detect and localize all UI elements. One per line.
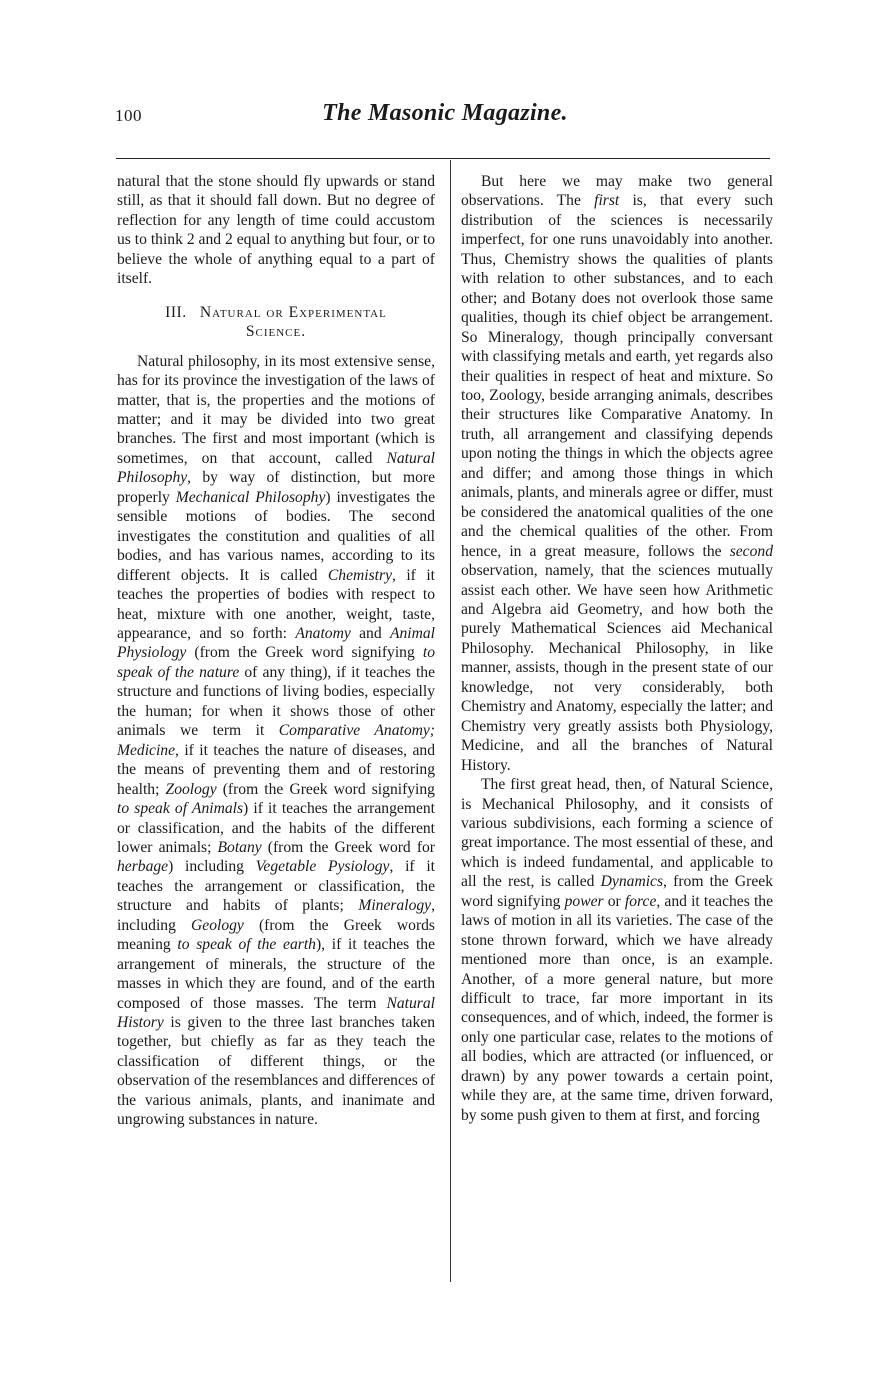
- italic-term: Mechanical Philosophy: [175, 488, 326, 506]
- page-number: 100: [115, 106, 142, 125]
- italic-term: Mineralogy: [358, 897, 432, 915]
- column-divider: [450, 160, 451, 1282]
- paragraph-general-observations: But here we may make two general observations. The first is, that every such distribution of the sciences is necessarily imperfect, for one runs unavoidably into another. Thus, Chemistry shows the qualities of plants with relation to other substances, and to each other; and Botany does not overlook those same qualities, though its chief object be arrangement. So Mineralogy, though principally conversant with classifying metals and earth, yet regards also their qualities in respect of heat and mixture. So too, Zoology, beside arranging animals, describes their structures like Comparative Anatomy. In truth, all arrangement and classifying depends upon noting the things in which the objects agree and differ; and among those things in which animals, plants, and minerals agree or differ, must be considered the anatomical qualities of the one and the chemical qualities of the other. From hence, in a great measure, follows the second observation, namely, that the sciences mutually assist each other. We have seen how Arithmetic and Algebra aid Geometry, and how both the purely Mathematical Sciences aid Mechanical Philosophy. Mechanical Philosophy, in like manner, assists, though in the present state of our knowledge, not very considerably, both Chemistry and Anatomy, especially the latter; and Chemistry very greatly assists both Physiology, Medicine, and all the branches of Natural History.: [461, 173, 773, 774]
- left-column: [117, 172, 435, 1130]
- magazine-title: The Masonic Magazine.: [322, 100, 568, 126]
- italic-term: to speak of Animals: [117, 800, 244, 818]
- paragraph-mechanical-philosophy: The first great head, then, of Natural Science, is Mechanical Philosophy, and it consists of various subdivisions, each forming a science of great importance. The most essential of these, and which is indeed fundamental, and applicable to all the rest, is called Dynamics, from the Greek word signifying power or force, and it teaches the laws of motion in all its varieties. The case of the stone thrown forward, which we have already mentioned more than once, is an example. Another, of a more general nature, but more difficult to trace, far more important in its consequences, and of which, indeed, the former is only one particular case, relates to the motions of all bodies, which are attracted (or influenced, or drawn) by any power towards a certain point, while they are, at the same time, driven forward, by some push given to them at first, and forcing: [461, 776, 774, 1124]
- italic-term: power: [564, 892, 604, 910]
- italic-term: Vegetable Pysiology: [255, 858, 390, 876]
- italic-term: Zoology: [165, 780, 217, 798]
- right-column: [461, 172, 773, 1125]
- italic-term: Dynamics: [600, 873, 664, 891]
- italic-term: Anatomy: [295, 624, 351, 642]
- italic-term: second: [729, 542, 773, 560]
- page-header: [115, 100, 775, 140]
- italic-term: to speak of the nature: [117, 644, 435, 681]
- italic-term: Animal Physiology: [117, 624, 435, 662]
- section-title-line2: Science.: [245, 323, 307, 341]
- paragraph-natural-philosophy: Natural philosophy, in its most extensive sense, has for its province the investigation of the laws of matter, that is, the properties and the motions of matter; and it may be divided into two great branches. The first and most important (which is sometimes, on that account, called Natural Philosophy, by way of distinction, but more properly Mechanical Philosophy) investigates the sensible motions of bodies. The second investigates the constitution and qualities of all bodies, and has various names, according to its different objects. It is called Chemistry, if it teaches the properties of bodies with respect to heat, mixture with one another, weight, taste, appearance, and so forth: Anatomy and Animal Physiology (from the Greek word signifying to speak of the nature of any thing), if it teaches the structure and functions of living bodies, especially the human; for when it shows those of other animals we term it Comparative Anatomy; Medicine, if it teaches the nature of diseases, and the means of preventing them and of restoring health; Zoology (from the Greek word signifying to speak of Animals) if it teaches the arrangement or classification, and the habits of the different lower animals; Botany (from the Greek word for herbage) including Vegetable Pysiology, if it teaches the arrangement or classification, the structure and habits of plants; Mineralogy, including Geology (from the Greek words meaning to speak of the earth), if it teaches the arrangement of minerals, the structure of the masses in which they are found, and of the earth composed of those masses. The term Natural History is given to the three last branches taken together, but chiefly as far as they teach the classification of different things, or the observation of the resemblances and differences of the various animals, plants, and inanimate and ungrowing substances in nature.: [117, 352, 436, 1129]
- italic-term: first: [594, 192, 620, 210]
- italic-term: Natural Philosophy: [117, 449, 435, 487]
- italic-term: Natural History: [117, 994, 435, 1032]
- italic-term: Comparative Anatomy;: [278, 722, 435, 740]
- paragraph-continuation: natural that the stone should fly upwards or stand still, as that it should fall down. But no degree of reflection for any length of time could accustom us to think 2 and 2 equal to anything but four, or to believe the whole of anything equal to a part of itself.: [117, 173, 435, 288]
- section-heading: [117, 303, 435, 342]
- italic-term: Geology: [191, 916, 244, 934]
- italic-term: Botany: [217, 838, 262, 856]
- italic-term: to speak of the earth: [177, 936, 316, 954]
- italic-term: force: [624, 892, 657, 910]
- section-numeral: III.: [165, 303, 187, 321]
- header-rule: [116, 158, 770, 159]
- italic-term: Chemistry: [327, 566, 392, 584]
- italic-term: Medicine: [117, 741, 176, 759]
- section-title-line1: Natural or Experimental: [199, 303, 387, 321]
- italic-term: herbage: [117, 858, 169, 876]
